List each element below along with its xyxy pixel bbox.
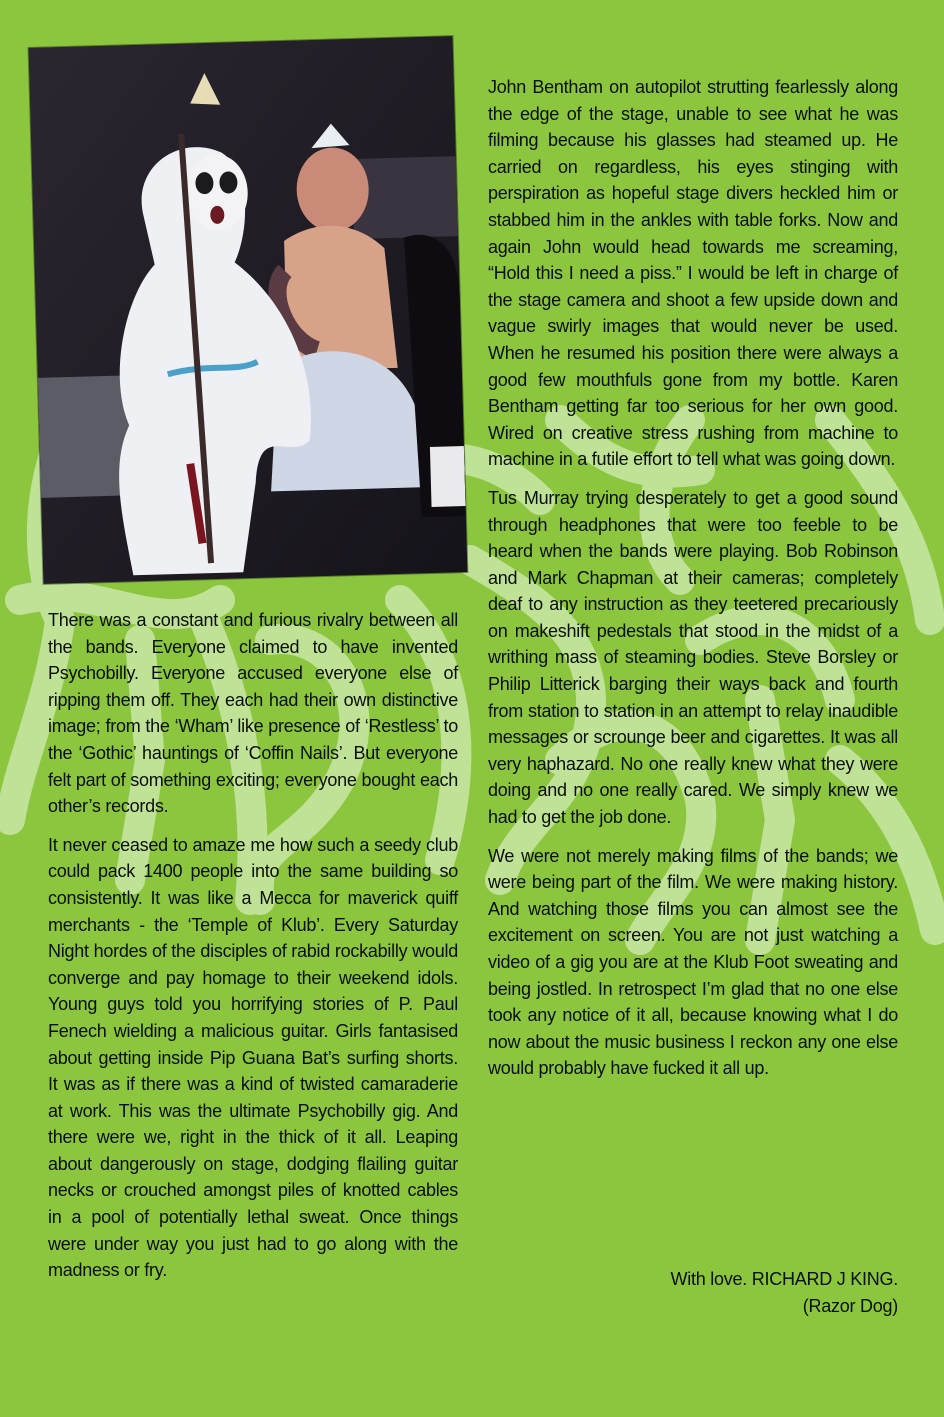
band-member-photo — [29, 36, 468, 584]
signature-line: With love. RICHARD J KING. — [670, 1269, 898, 1289]
signature-block — [558, 1266, 898, 1319]
right-paragraph-2: Tus Murray trying desperately to get a good sound through headphones that were too feeble to be heard when the bands were playing. Bob Robinson and Mark Chapman at their cameras; completely deaf to any instruction as they teetered precariously on makeshift pedestals that stood in the midst of a writhing mass of steaming bodies. Steve Borsley or Philip Litterick barging their ways back and fourth from station to station in an attempt to relay inaudible messages or scrounge beer and cigarettes. It was all very haphazard. No one really knew what they were doing and no one really cared. We simply knew we had to get the job done. — [488, 487, 898, 828]
left-text-column — [48, 607, 458, 1296]
right-text-column — [488, 74, 898, 1094]
left-paragraph-2: It never ceased to amaze me how such a seedy club could pack 1400 people into the same building so consistently. It was like a Mecca for maverick quiff merchants - the ‘Temple of Klub’. Every Saturday Night hordes of the disciples of rabid rockabilly would converge and pay homage to their weekend idols. Young guys told you horrifying stories of P. Paul Fenech wielding a malicious guitar. Girls fantasised about getting inside Pip Guana Bat’s surfing shorts. It was as if there was a kind of twisted camaraderie at work. This was the ultimate Psychobilly gig. And there were we, right in the thick of it all. Leaping about dangerously on stage, dodging flailing guitar necks or crouched amongst piles of knotted cables in a pool of potentially lethal sweat. Once things were under way you just had to go along with the madness or fry. — [48, 834, 458, 1281]
right-paragraph-3: We were not merely making films of the bands; we were being part of the film. We were making history. And watching those films you can almost see the excitement on screen. You are not just watching a video of a gig you are at the Klub Foot sweating and being jostled. In retrospect I’m glad that no one else took any notice of it all, because knowing what I do now about the music business I reckon any one else would probably have fucked it all up. — [488, 845, 898, 1079]
signature-alias: (Razor Dog) — [802, 1295, 898, 1316]
left-paragraph-1: There was a constant and furious rivalry between all the bands. Everyone claimed to have invented Psychobilly. Everyone accused everyone else of ripping them off. They each had their own distinctive image; from the ‘Wham’ like presence of ‘Restless’ to the ‘Gothic’ hauntings of ‘Coffin Nails’. But everyone felt part of something exciting; everyone bought each other’s records. — [48, 610, 458, 817]
right-paragraph-1: John Bentham on autopilot strutting fearlessly along the edge of the stage, unable to see what he was filming because his glasses had steamed up. He carried on regardless, his eyes stinging with perspiration as hopeful stage divers heckled him or stabbed him in the ankles with table forks. Now and again John would head towards me screaming, “Hold this I need a piss.” I would be left in charge of the stage camera and shoot a few upside down and vague swirly images that would never be used. When he resumed his position there were always a good few mouthfuls gone from my bottle. Karen Bentham getting far too serious for her own good. Wired on creative stress rushing from machine to machine in a futile effort to tell what was going down. — [488, 77, 898, 470]
photo-icon — [29, 36, 468, 584]
